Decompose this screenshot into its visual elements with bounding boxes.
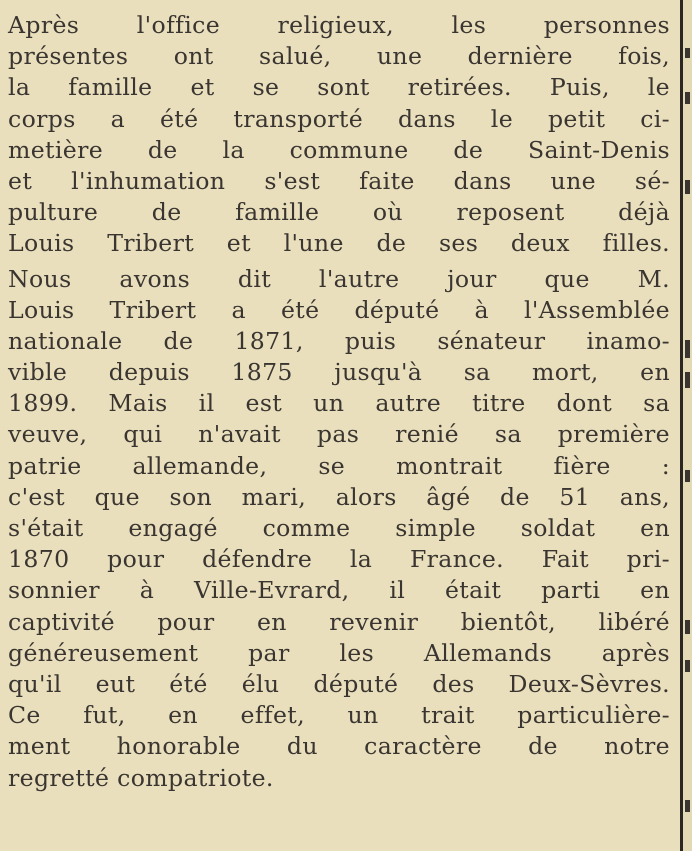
text-line: qu'il eut été élu député des Deux-Sèvres.: [8, 669, 670, 698]
text-line: vible depuis 1875 jusqu'à sa mort, en: [8, 358, 670, 387]
text-line: captivité pour en revenir bientôt, libéré: [8, 607, 670, 636]
text-line: regretté compatriote.: [8, 763, 274, 792]
text-line: la famille et se sont retirées. Puis, le: [8, 73, 670, 102]
text-line: patrie allemande, se montrait fière :: [8, 451, 670, 480]
text-line: sonnier à Ville-Evrard, il était parti en: [8, 576, 670, 605]
text-line: généreusement par les Allemands après: [8, 638, 670, 667]
text-line: présentes ont salué, une dernière fois,: [8, 42, 670, 71]
text-line: ment honorable du caractère de notre: [8, 732, 670, 761]
text-line: 1899. Mais il est un autre titre dont sa: [8, 389, 670, 418]
text-line: veuve, qui n'avait pas renié sa première: [8, 420, 670, 449]
text-line: Louis Tribert et l'une de ses deux filles.: [8, 229, 670, 258]
text-line: 1870 pour défendre la France. Fait pri-: [8, 545, 670, 574]
adjacent-text-fragment: [685, 800, 690, 812]
adjacent-text-fragment: [685, 340, 690, 358]
text-line: Après l'office religieux, les personnes: [8, 11, 670, 39]
adjacent-text-fragment: [685, 372, 690, 388]
text-line: Louis Tribert a été député à l'Assemblée: [8, 295, 670, 324]
article-column: [8, 10, 670, 794]
text-line: s'était engagé comme simple soldat en: [8, 514, 670, 542]
text-line: et l'inhumation s'est faite dans une sé-: [8, 166, 670, 195]
text-line: nationale de 1871, puis sénateur inamo-: [8, 326, 670, 355]
adjacent-text-fragment: [685, 620, 690, 634]
adjacent-text-fragment: [685, 92, 690, 104]
adjacent-text-fragment: [685, 660, 690, 672]
adjacent-text-fragment: [685, 180, 690, 194]
text-line: metière de la commune de Saint-Denis: [8, 135, 670, 164]
adjacent-text-fragment: [685, 470, 690, 482]
paragraph-2: [8, 264, 670, 794]
text-line: Nous avons dit l'autre jour que M.: [8, 264, 670, 293]
text-line: corps a été transporté dans le petit ci-: [8, 104, 670, 133]
text-line: c'est que son mari, alors âgé de 51 ans,: [8, 482, 670, 511]
text-line: pulture de famille où reposent déjà: [8, 198, 670, 227]
paragraph-1: [8, 10, 670, 260]
text-line: Ce fut, en effet, un trait particulière-: [8, 701, 670, 730]
adjacent-text-fragment: [685, 48, 690, 58]
adjacent-column-edge: [683, 0, 692, 851]
